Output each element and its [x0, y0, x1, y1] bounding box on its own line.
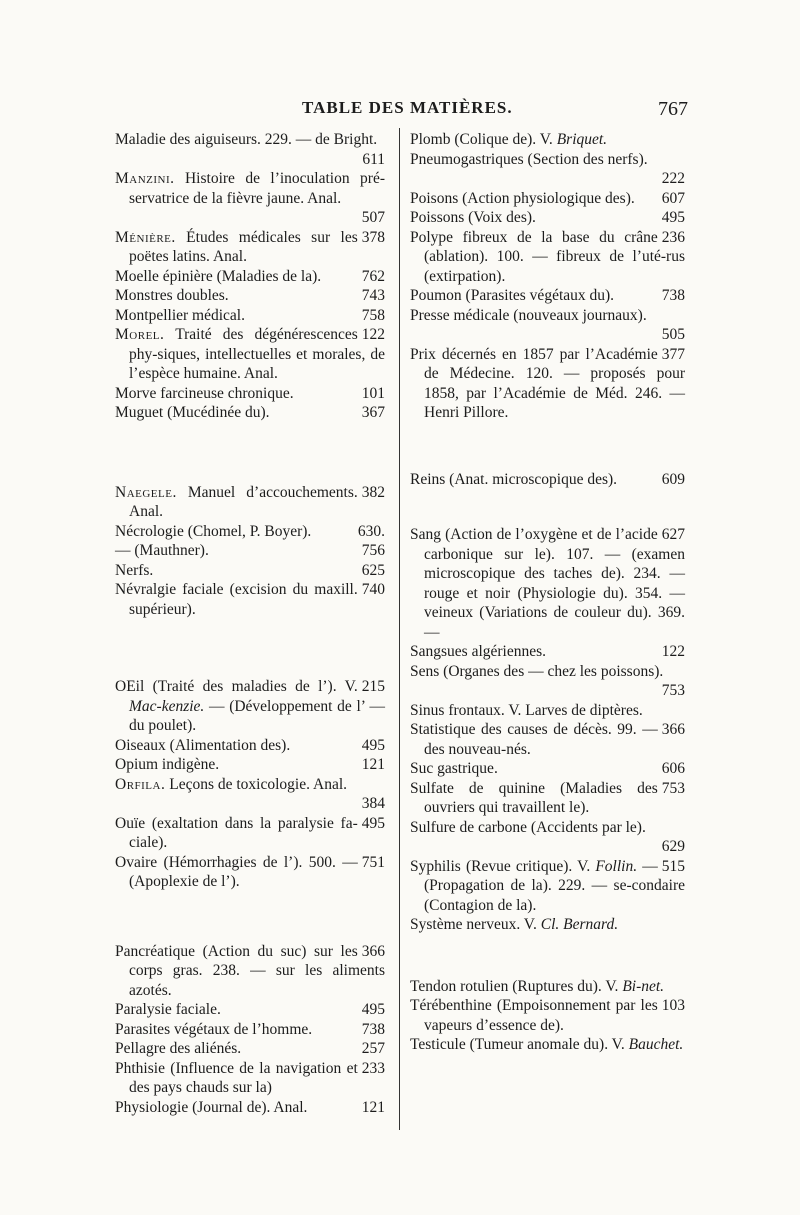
entry-page-number: 122 — [361, 326, 385, 343]
index-column-left — [115, 130, 385, 1117]
entry-text: Oiseaux (Alimentation des). — [115, 736, 291, 754]
entry-text: Sangsues algériennes. — [410, 643, 547, 660]
entry-page-number: 122 — [661, 643, 685, 660]
entry-text: Moelle épinière (Maladies de la). — [115, 267, 322, 285]
index-entry — [410, 759, 685, 779]
index-entry — [410, 642, 685, 662]
entry-page-number: 607 — [661, 189, 685, 207]
entry-text: Reins (Anat. microscopique des). — [410, 470, 618, 488]
running-head — [112, 98, 688, 124]
entry-text: Phthisie (Influence de la navigation et des pays chauds sur la) — [115, 1059, 358, 1096]
index-entry — [115, 677, 385, 736]
index-entry — [115, 1039, 385, 1059]
entry-text: Leçons de toxicologie. Anal. — [165, 775, 348, 793]
entry-text: Histoire de l’inoculation pré-servatrice de la fièvre jaune. Anal. — [129, 170, 385, 207]
entry-page-number: 236 — [661, 228, 685, 246]
index-entry — [115, 306, 385, 326]
index-entry — [115, 736, 385, 756]
entry-text: Manuel d’accouchements. Anal. — [129, 483, 358, 520]
entry-text: Système nerveux. V. — [410, 916, 541, 933]
entry-page-number: 382 — [361, 483, 385, 501]
entry-page-number: 609 — [661, 470, 685, 488]
index-entry — [410, 130, 685, 150]
entry-page-number: 740 — [361, 581, 385, 598]
section-gap — [115, 619, 385, 677]
author-name: Naegele. — [115, 483, 177, 501]
page-number: 767 — [658, 98, 688, 120]
entry-page-number: 606 — [661, 760, 685, 777]
index-entry — [115, 228, 385, 267]
cross-reference: Briquet. — [556, 131, 608, 148]
cross-reference: Cl. Bernard. — [540, 916, 619, 933]
entry-text: Poissons (Voix des). — [410, 209, 536, 226]
entry-text: Sinus frontaux. V. Larves de diptères. — [410, 701, 643, 719]
entry-text: Polype fibreux de la base du crâne (ablation). 100. — fibreux de l’uté-rus (extirpation). — [410, 228, 685, 285]
index-entry — [115, 942, 385, 1001]
entry-page-number: 121 — [361, 1098, 385, 1116]
entry-text: Monstres doubles. — [115, 287, 229, 304]
index-entry — [410, 150, 685, 189]
entry-text: Études médicales sur les poëtes latins. Anal. — [129, 228, 358, 265]
entry-page-number: 507 — [361, 209, 385, 226]
index-entry — [410, 720, 685, 759]
entry-page-number: 629 — [661, 838, 685, 855]
entry-text: Traité des dégénérescences phy-siques, intellectuelles et morales, de l’espèce humaine. Anal. — [129, 326, 385, 382]
entry-page-number: 366 — [361, 942, 385, 960]
index-entry — [115, 325, 385, 384]
entry-page-number: 495 — [361, 736, 385, 754]
entry-text: Maladie des aiguiseurs. 229. — de Bright. — [115, 131, 378, 148]
entry-text-continued: — (Propagation de la). 229. — se-condaire (Contagion de la). — [424, 857, 685, 914]
author-name: Ménière. — [115, 228, 176, 246]
index-entry — [115, 853, 385, 892]
section-gap — [410, 935, 685, 977]
entry-text: Sens (Organes des — chez les poissons). — [410, 662, 664, 680]
index-entry — [410, 996, 685, 1035]
index-entry — [115, 775, 385, 814]
index-entry — [410, 228, 685, 287]
index-entry — [410, 306, 685, 345]
entry-page-number: 753 — [661, 682, 685, 699]
section-gap — [410, 423, 685, 470]
entry-text: Pneumogastriques (Section des nerfs). — [410, 150, 648, 168]
index-entry — [410, 189, 685, 209]
entry-text: Syphilis (Revue critique). V. — [410, 857, 596, 875]
index-entry — [115, 814, 385, 853]
entry-text: Nécrologie (Chomel, P. Boyer). — [115, 522, 312, 540]
index-entry — [410, 779, 685, 818]
section-gap — [410, 489, 685, 525]
entry-page-number: 743 — [361, 287, 385, 304]
entry-page-number: 762 — [361, 267, 385, 285]
section-gap — [115, 423, 385, 483]
entry-text: Ouïe (exaltation dans la paralysie fa-ciale). — [115, 814, 358, 851]
entry-page-number: 215 — [361, 678, 385, 695]
entry-page-number: 627 — [661, 526, 685, 543]
index-entry — [115, 286, 385, 306]
index-entry — [410, 915, 685, 935]
entry-text: Térébenthine (Empoisonnement par les vapeurs d’essence de). — [410, 997, 658, 1034]
index-entry — [115, 561, 385, 581]
entry-text: Physiologie (Journal de). Anal. — [115, 1098, 308, 1116]
entry-text: Testicule (Tumeur anomale du). V. — [410, 1036, 629, 1053]
entry-page-number: 378 — [361, 228, 385, 246]
entry-text: Névralgie faciale (excision du maxill. supérieur). — [115, 581, 358, 618]
index-entry — [115, 541, 385, 561]
entry-text: — (Mauthner). — [115, 542, 209, 559]
index-entry — [410, 208, 685, 228]
index-entry — [410, 857, 685, 916]
entry-text: Prix décernés en 1857 par l’Académie de Médecine. 120. — proposés pour 1858, par l’Académie de Méd. 246. — Henri Pillore. — [410, 345, 685, 421]
entry-page-number: 758 — [361, 306, 385, 324]
entry-text: Sulfate de quinine (Maladies des ouvriers qui travaillent le). — [410, 779, 658, 816]
index-entry — [410, 701, 685, 721]
entry-text: OEil (Traité des maladies de l’). V. — [115, 678, 358, 695]
entry-page-number: 377 — [661, 345, 685, 363]
entry-text: Opium indigène. — [115, 756, 220, 773]
index-entry — [410, 662, 685, 701]
entry-page-number: 630. — [357, 522, 385, 540]
entry-text: Suc gastrique. — [410, 760, 498, 777]
entry-page-number: 495 — [361, 1001, 385, 1018]
entry-text: Muguet (Mucédinée du). — [115, 404, 270, 421]
index-entry — [115, 384, 385, 404]
index-entry — [115, 169, 385, 228]
entry-text: Ovaire (Hémorrhagies de l’). 500. — (Apoplexie de l’). — [115, 853, 358, 890]
page-title: TABLE DES MATIÈRES. — [302, 98, 513, 117]
index-entry — [115, 403, 385, 423]
index-entry — [410, 1035, 685, 1055]
entry-page-number: 738 — [661, 287, 685, 304]
entry-text: Poisons (Action physiologique des). — [410, 189, 635, 207]
column-divider — [399, 128, 400, 1130]
entry-text: Paralysie faciale. — [115, 1001, 221, 1018]
entry-page-number: 751 — [361, 853, 385, 871]
cross-reference: Follin. — [595, 857, 638, 875]
entry-page-number: 495 — [661, 209, 685, 226]
index-entry — [115, 267, 385, 287]
index-entry — [115, 483, 385, 522]
entry-text: Pellagre des aliénés. — [115, 1040, 242, 1057]
index-entry — [410, 525, 685, 642]
entry-text: Poumon (Parasites végétaux du). — [410, 287, 615, 304]
entry-page-number: 101 — [361, 384, 385, 402]
cross-reference: Bi-net. — [622, 977, 665, 995]
author-name: Orfila. — [115, 775, 166, 793]
index-entry — [115, 1059, 385, 1098]
entry-page-number: 738 — [361, 1020, 385, 1038]
author-name: Morel. — [115, 326, 165, 343]
entry-page-number: 366 — [661, 721, 685, 738]
entry-text: Morve farcineuse chronique. — [115, 384, 294, 402]
index-entry — [115, 130, 385, 169]
section-gap — [115, 892, 385, 942]
entry-text: Montpellier médical. — [115, 306, 245, 324]
index-entry — [410, 286, 685, 306]
entry-text: Statistique des causes de décès. 99. — des nouveau-nés. — [410, 721, 658, 758]
cross-reference: Bauchet. — [628, 1036, 684, 1053]
entry-text: Sulfure de carbone (Accidents par le). — [410, 818, 646, 836]
entry-page-number: 756 — [361, 542, 385, 559]
entry-page-number: 505 — [661, 326, 685, 343]
entry-text: Parasites végétaux de l’homme. — [115, 1020, 313, 1038]
entry-page-number: 222 — [661, 170, 685, 187]
author-name: Manzini. — [115, 170, 175, 187]
entry-text: Sang (Action de l’oxygène et de l’acide carbonique sur le). 107. — (examen microscopique des taches de). 234. — rouge et noir (Physiologie du). 354. — veineux (Variations de couleur du). 369. — — [410, 526, 685, 641]
entry-text: Plomb (Colique de). V. — [410, 131, 557, 148]
entry-page-number: 495 — [361, 814, 385, 832]
entry-text: Pancréatique (Action du suc) sur les corps gras. 238. — sur les aliments azotés. — [115, 942, 385, 999]
entry-page-number: 257 — [361, 1040, 385, 1057]
index-entry — [115, 755, 385, 775]
index-entry — [115, 580, 385, 619]
entry-page-number: 121 — [361, 756, 385, 773]
entry-page-number: 103 — [661, 997, 685, 1014]
entry-page-number: 367 — [361, 404, 385, 421]
entry-text: Presse médicale (nouveaux journaux). — [410, 306, 647, 324]
index-entry — [115, 1020, 385, 1040]
index-entry — [410, 977, 685, 997]
entry-page-number: 611 — [362, 150, 385, 168]
index-entry — [410, 345, 685, 423]
cross-reference: Mac-kenzie. — [129, 697, 205, 715]
entry-text: Nerfs. — [115, 561, 154, 579]
entry-text-continued: — (Développement de l’ — du poulet). — [129, 697, 385, 734]
index-entry — [410, 470, 685, 490]
index-entry — [410, 818, 685, 857]
entry-page-number: 625 — [361, 561, 385, 579]
index-entry — [115, 1000, 385, 1020]
entry-page-number: 384 — [361, 795, 385, 812]
entry-page-number: 233 — [361, 1059, 385, 1077]
entry-page-number: 515 — [661, 857, 685, 875]
index-column-right — [410, 130, 685, 1055]
index-entry — [115, 522, 385, 542]
index-entry — [115, 1098, 385, 1118]
entry-page-number: 753 — [661, 779, 685, 797]
entry-text: Tendon rotulien (Ruptures du). V. — [410, 977, 623, 995]
